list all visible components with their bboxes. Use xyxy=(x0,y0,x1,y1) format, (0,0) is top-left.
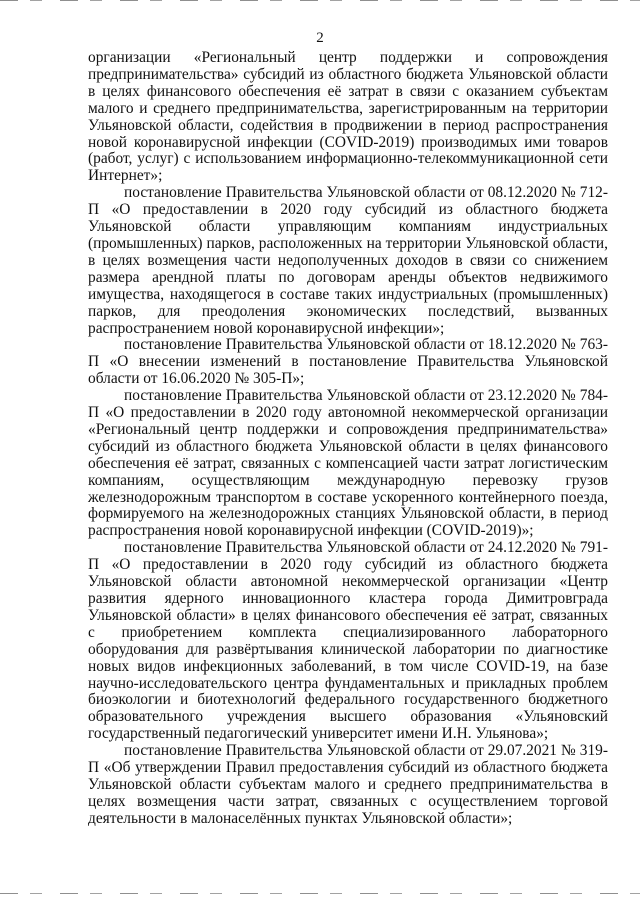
document-body xyxy=(88,50,608,828)
paragraph-resolution-763: постановление Правительства Ульяновской области от 18.12.2020 № 763-П «О внесении изменений в постановление Правительства Ульяновской области от 16.06.2020 № 305-П»; xyxy=(88,336,608,388)
page-number: 2 xyxy=(316,30,324,46)
paragraph-continuation: организации «Региональный центр поддержки и сопровождения предпринимательства» субсидий из областного бюджета Ульяновской области в целях финансового обеспечения её затрат в связи с оказанием субъектам малого и среднего предпринимательства, зарегистрированным на территории Ульяновской области, содействия в продвижении в период распространения новой коронавирусной инфекции (COVID-2019) производимых ими товаров (работ, услуг) с использованием информационно-телекоммуникационной сети Интернет»; xyxy=(88,49,608,185)
scan-edge-top xyxy=(0,0,640,1)
paragraph-resolution-784: постановление Правительства Ульяновской области от 23.12.2020 № 784-П «О предоставлении в 2020 году автономной некоммерческой организации «Региональный центр поддержки и сопровождения предпринимательства» субсидий из областного бюджета Ульяновской области в целях финансового обеспечения её затрат, связанных с компенсацией части затрат логистическим компаниям, осуществляющим международную перевозку грузов железнодорожным транспортом в составе ускоренного контейнерного поезда, формируемого на железнодорожных станциях Ульяновской области, в период распространения новой коронавирусной инфекции (COVID-2019)»; xyxy=(88,387,608,540)
scan-edge-bottom xyxy=(0,893,640,894)
paragraph-resolution-712: постановление Правительства Ульяновской области от 08.12.2020 № 712-П «О предоставлении в 2020 году субсидий из областного бюджета Ульяновской области управляющим компаниям индустриальных (промышленных) парков, расположенных на территории Ульяновской области, в целях возмещения части недополученных доходов в связи со снижением размера арендной платы по договорам аренды объектов недвижимого имущества, находящегося в составе таких индустриальных (промышленных) парков, для преодоления экономических последствий, вызванных распространением новой коронавирусной инфекции»; xyxy=(88,184,608,337)
paragraph-resolution-319: постановление Правительства Ульяновской области от 29.07.2021 № 319-П «Об утверждении Правил предоставления субсидий из областного бюджета Ульяновской области субъектам малого и среднего предпринимательства в целях возмещения части затрат, связанных с осуществлением торговой деятельности в малонаселённых пунктах Ульяновской области»; xyxy=(88,742,608,827)
paragraph-resolution-791: постановление Правительства Ульяновской области от 24.12.2020 № 791-П «О предоставлении в 2020 году субсидий из областного бюджета Ульяновской области автономной некоммерческой организации «Центр развития ядерного инновационного кластера города Димитровграда Ульяновской области» в целях финансового обеспечения её затрат, связанных с приобретением комплекта специализированного лабораторного оборудования для развёртывания клинической лаборатории по диагностике новых видов инфекционных заболеваний, в том числе COVID-19, на базе научно-исследовательского центра фундаментальных и прикладных проблем биоэкологии и биотехнологий федерального государственного бюджетного образовательного учреждения высшего образования «Ульяновский государственный педагогический университет имени И.Н. Ульянова»; xyxy=(88,539,608,743)
